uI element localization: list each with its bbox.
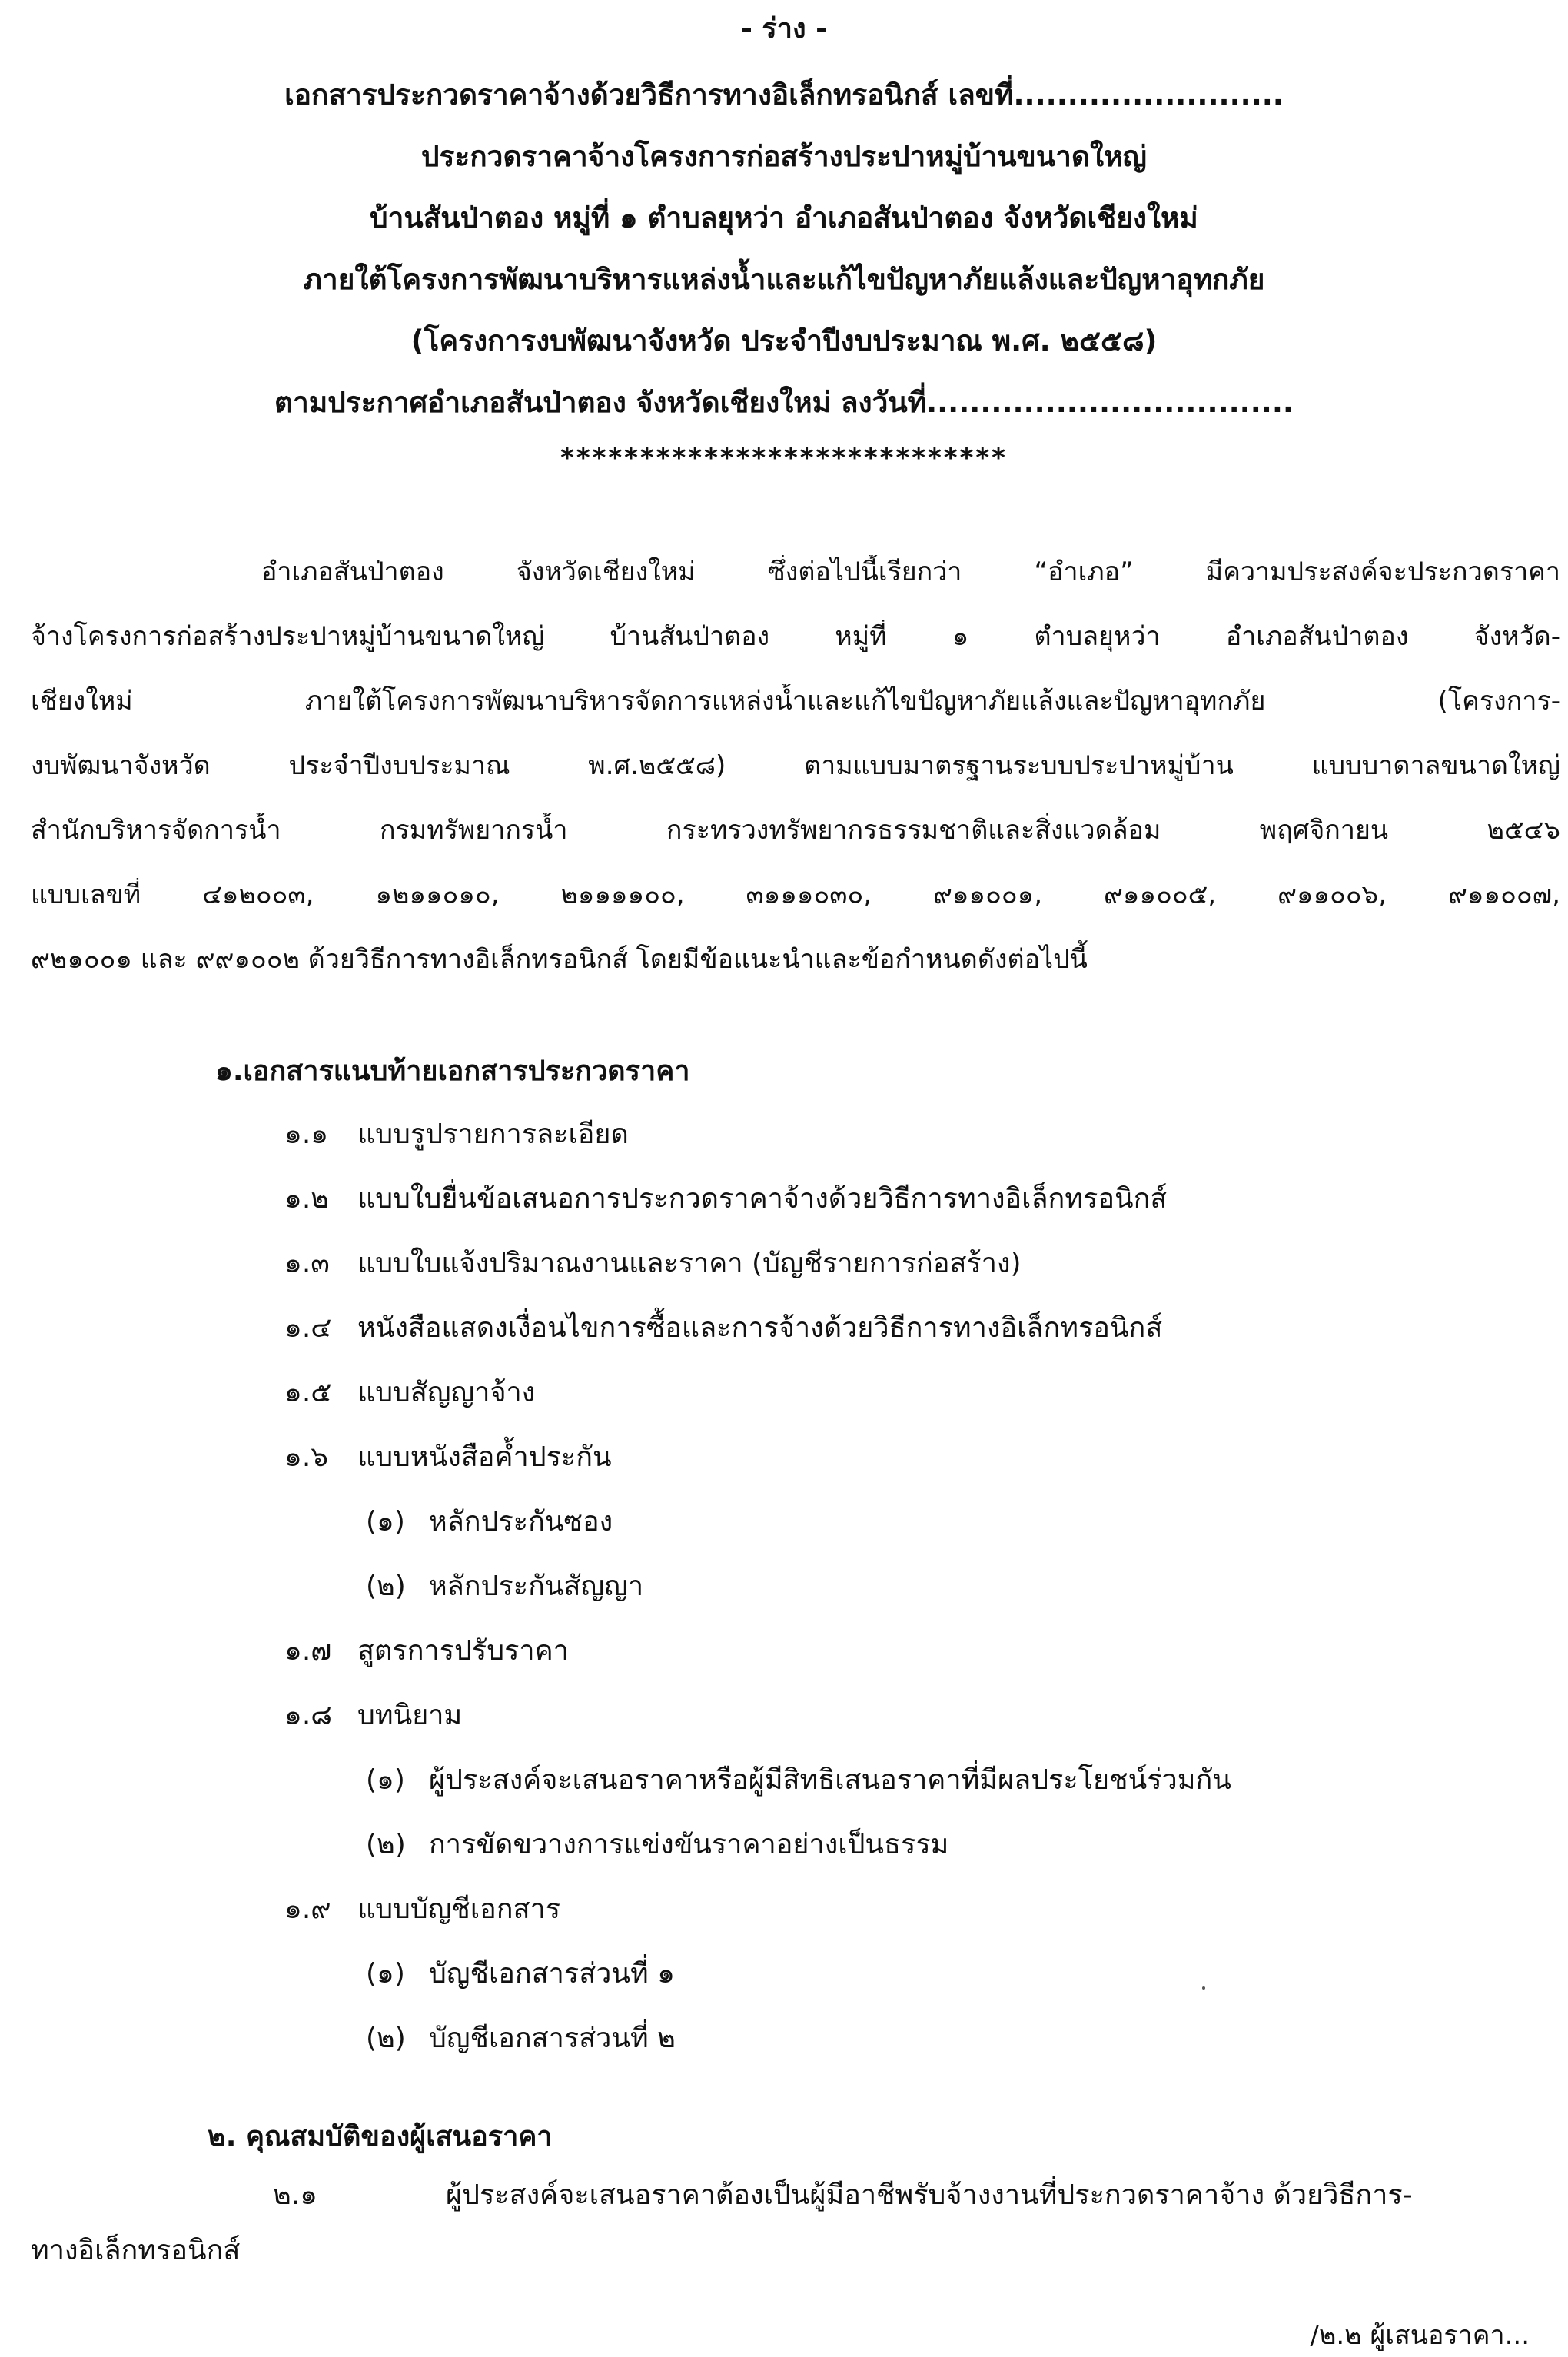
list-item bbox=[284, 1887, 560, 1930]
draft-label: - ร่าง - bbox=[740, 13, 828, 45]
item-number: ๑.๓ bbox=[284, 1248, 330, 1279]
list-subitem bbox=[366, 1951, 675, 1995]
scan-speck bbox=[1202, 1986, 1205, 1990]
item-text: แบบรูปรายการละเอียด bbox=[357, 1119, 629, 1150]
list-subitem bbox=[366, 1564, 643, 1607]
item-text: แบบใบยื่นข้อเสนอการประกวดราคาจ้างด้วยวิธีการทางอิเล็กทรอนิกส์ bbox=[357, 1183, 1168, 1215]
item-text: แบบบัญชีเอกสาร bbox=[357, 1893, 561, 1925]
intro-line-7: ๙๒๑๐๐๑ และ ๙๙๑๐๐๒ ด้วยวิธีการทางอิเล็กทรอนิกส์ โดยมีข้อแนะนำและข้อกำหนดดังต่อไปนี้ bbox=[31, 944, 1088, 975]
list-subitem bbox=[366, 1499, 613, 1543]
document-title-line-4: ภายใต้โครงการพัฒนาบริหารแหล่งน้ำและแก้ไขปัญหาภัยแล้งและปัญหาอุทกภัย bbox=[303, 263, 1265, 296]
list-item bbox=[284, 1241, 1022, 1285]
item-text: หนังสือแสดงเงื่อนไขการซื้อและการจ้างด้วยวิธีการทางอิเล็กทรอนิกส์ bbox=[357, 1312, 1163, 1344]
subitem-number: (๒) bbox=[366, 2023, 406, 2054]
list-item bbox=[284, 1370, 535, 1414]
item-number: ๑.๘ bbox=[284, 1700, 333, 1731]
item-number: ๑.๔ bbox=[284, 1312, 332, 1344]
subitem-number: (๒) bbox=[366, 1829, 406, 1860]
separator-stars: **************************** bbox=[560, 443, 1008, 474]
list-item bbox=[284, 1176, 1167, 1220]
list-item bbox=[284, 1305, 1162, 1349]
document-title-line-3: บ้านสันป่าตอง หมู่ที่ ๑ ตำบลยุหว่า อำเภอสันป่าตอง จังหวัดเชียงใหม่ bbox=[370, 201, 1198, 234]
intro-line-4: งบพัฒนาจังหวัด ประจำปีงบประมาณ พ.ศ.๒๕๕๘) ตามแบบมาตรฐานระบบประปาหมู่บ้าน แบบบาดาลขนาดใหญ่ bbox=[31, 750, 1560, 781]
intro-line-2: จ้างโครงการก่อสร้างประปาหมู่บ้านขนาดใหญ่ บ้านสันป่าตอง หมู่ที่ ๑ ตำบลยุหว่า อำเภอสันป่าตอง จังหวัด- bbox=[31, 621, 1560, 652]
subitem-text: ผู้ประสงค์จะเสนอราคาหรือผู้มีสิทธิเสนอราคาที่มีผลประโยชน์ร่วมกัน bbox=[429, 1764, 1231, 1796]
intro-line-3: เชียงใหม่ ภายใต้โครงการพัฒนาบริหารจัดการแหล่งน้ำและแก้ไขปัญหาภัยแล้งและปัญหาอุทกภัย (โครงการ- bbox=[31, 686, 1560, 716]
item-text: บทนิยาม bbox=[357, 1700, 463, 1731]
list-item bbox=[284, 1693, 462, 1737]
document-title-line-6: ตามประกาศอำเภอสันป่าตอง จังหวัดเชียงใหม่ ลงวันที่.................................. bbox=[274, 386, 1294, 419]
document-title-line-1: เอกสารประกวดราคาจ้างด้วยวิธีการทางอิเล็กทรอนิกส์ เลขที่......................... bbox=[284, 78, 1284, 111]
item-text: แบบใบแจ้งปริมาณงานและราคา (บัญชีรายการก่อสร้าง) bbox=[357, 1248, 1022, 1279]
list-subitem bbox=[366, 1757, 1231, 1801]
page-continuation: /๒.๒ ผู้เสนอราคา... bbox=[1310, 2320, 1530, 2351]
item-text: สูตรการปรับราคา bbox=[357, 1635, 569, 1667]
list-item bbox=[284, 1628, 569, 1672]
section-2-item-number: ๒.๑ bbox=[273, 2179, 318, 2211]
intro-line-6: แบบเลขที่ ๔๑๒๐๐๓, ๑๒๑๑๐๑๐, ๒๑๑๑๑๐๐, ๓๑๑๑๐๓๐, ๙๑๑๐๐๑, ๙๑๑๐๐๕, ๙๑๑๐๐๖, ๙๑๑๐๐๗, bbox=[31, 879, 1560, 910]
item-number: ๑.๑ bbox=[284, 1119, 329, 1150]
section-2-item-line-1: ผู้ประสงค์จะเสนอราคาต้องเป็นผู้มีอาชีพรับจ้างงานที่ประกวดราคาจ้าง ด้วยวิธีการ- bbox=[446, 2179, 1413, 2211]
section-2-title: ๒. คุณสมบัติของผู้เสนอราคา bbox=[208, 2121, 553, 2153]
list-subitem bbox=[366, 2016, 676, 2059]
subitem-number: (๑) bbox=[366, 1764, 405, 1796]
item-text: แบบสัญญาจ้าง bbox=[357, 1377, 536, 1408]
intro-line-5: สำนักบริหารจัดการน้ำ กรมทรัพยากรน้ำ กระทรวงทรัพยากรธรรมชาติและสิ่งแวดล้อม พฤศจิกายน ๒๕๔๖ bbox=[31, 815, 1560, 846]
subitem-number: (๑) bbox=[366, 1958, 405, 1990]
intro-line-1: อำเภอสันป่าตอง จังหวัดเชียงใหม่ ซึ่งต่อไปนี้เรียกว่า “อำเภอ” มีความประสงค์จะประกวดราคา bbox=[261, 557, 1560, 587]
list-item bbox=[284, 1434, 612, 1478]
list-subitem bbox=[366, 1822, 948, 1866]
subitem-number: (๑) bbox=[366, 1506, 405, 1538]
item-number: ๑.๒ bbox=[284, 1183, 330, 1215]
list-item bbox=[284, 1112, 629, 1155]
subitem-text: หลักประกันสัญญา bbox=[429, 1571, 644, 1602]
section-1-title: ๑.เอกสารแนบท้ายเอกสารประกวดราคา bbox=[215, 1055, 690, 1087]
document-title-line-2: ประกวดราคาจ้างโครงการก่อสร้างประปาหมู่บ้านขนาดใหญ่ bbox=[421, 140, 1147, 173]
subitem-text: บัญชีเอกสารส่วนที่ ๑ bbox=[429, 1958, 676, 1990]
document-title-line-5: (โครงการงบพัฒนาจังหวัด ประจำปีงบประมาณ พ.ศ. ๒๕๕๘) bbox=[410, 324, 1158, 357]
item-text: แบบหนังสือค้ำประกัน bbox=[357, 1441, 612, 1473]
subitem-number: (๒) bbox=[366, 1571, 406, 1602]
item-number: ๑.๖ bbox=[284, 1441, 329, 1473]
item-number: ๑.๗ bbox=[284, 1635, 332, 1667]
item-number: ๑.๕ bbox=[284, 1377, 332, 1408]
subitem-text: หลักประกันซอง bbox=[429, 1506, 613, 1538]
section-2-item-line-2: ทางอิเล็กทรอนิกส์ bbox=[31, 2235, 241, 2266]
subitem-text: การขัดขวางการแข่งขันราคาอย่างเป็นธรรม bbox=[429, 1829, 949, 1860]
item-number: ๑.๙ bbox=[284, 1893, 331, 1925]
subitem-text: บัญชีเอกสารส่วนที่ ๒ bbox=[429, 2023, 676, 2054]
